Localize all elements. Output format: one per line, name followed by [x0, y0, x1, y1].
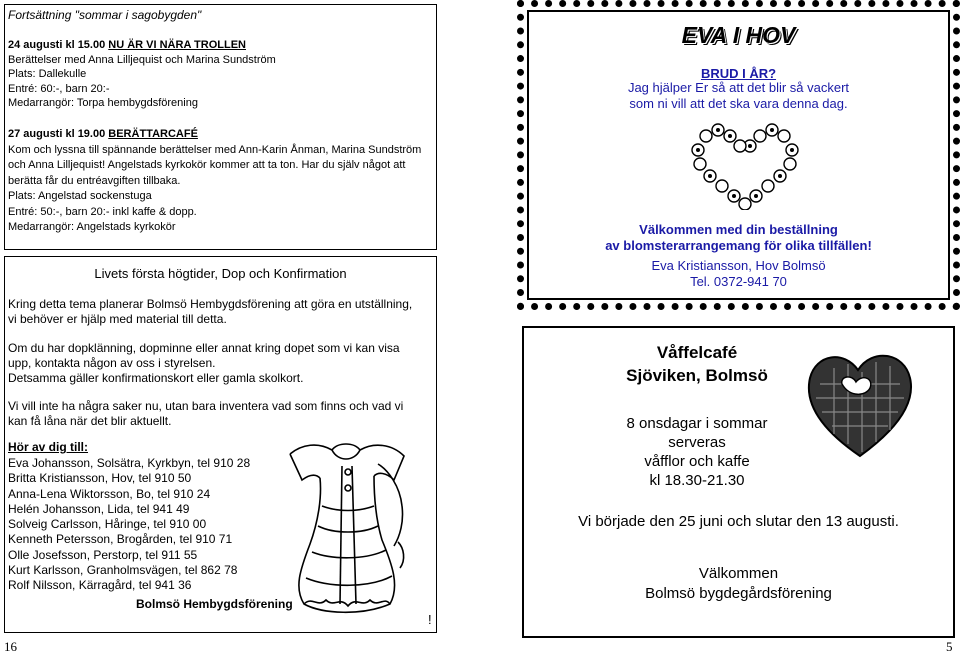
contact-item: Anna-Lena Wiktorsson, Bo, tel 910 24	[8, 486, 211, 501]
event1-date: 24 augusti kl 15.00	[8, 39, 106, 51]
event2-line: och Anna Lilljequist! Angelstads kyrkokör kommer att ta ton. Har du själv något att	[8, 159, 406, 171]
vaffel-welcome2: Bolmsö bygdegårdsförening	[645, 585, 832, 602]
contact-item: Rolf Nilsson, Kärragård, tel 941 36	[8, 578, 192, 593]
hov-lines	[517, 80, 960, 112]
contact-item: Helén Johansson, Lida, tel 941 49	[8, 501, 190, 516]
hov-welcome-line: av blomsterarrangemang för olika tillfällen!	[605, 238, 872, 253]
continuation-text: Fortsättning "sommar i sagobygden"	[8, 8, 202, 22]
event1-line: Berättelser med Anna Lilljequist och Marina Sundström	[8, 53, 276, 66]
event2-line: Medarrangör: Angelstads kyrkokör	[8, 221, 176, 233]
hov-name: Eva Kristiansson, Hov Bolmsö	[651, 258, 826, 273]
vaffel-period: Vi började den 25 juni och slutar den 13 augusti.	[578, 513, 899, 530]
hov-title: EVA I HOV	[681, 22, 796, 48]
page-number-left: 16	[4, 639, 17, 654]
event2-title: BERÄTTARCAFÉ	[108, 128, 198, 140]
contact-item: Solveig Carlsson, Håringe, tel 910 00	[8, 517, 207, 532]
event2	[8, 127, 421, 236]
exclamation: !	[428, 612, 432, 627]
livet-p2-line: Om du har dopklänning, dopminne eller annat kring dopet som vi kan visa	[8, 341, 400, 355]
event2-line: Entré: 50:-, barn 20:- inkl kaffe & dopp.	[8, 205, 197, 218]
event1-line: Plats: Dallekulle	[8, 68, 87, 80]
livet-p1-line: vi behöver er hjälp med material till detta.	[8, 312, 227, 326]
event1-line: Entré: 60:-, barn 20:-	[8, 82, 110, 95]
contact-list	[8, 456, 250, 594]
event2-line: berätta får du entréavgiften tillbaka.	[8, 174, 181, 187]
vaffel-body-line: kl 18.30-21.30	[649, 472, 745, 489]
event1	[8, 38, 276, 111]
flower-heart-icon	[690, 118, 800, 210]
hov-line: som ni vill att det ska vara denna dag.	[629, 96, 848, 111]
event1-title: NU ÄR VI NÄRA TROLLEN	[108, 39, 246, 51]
event2-line: Plats: Angelstad sockenstuga	[8, 190, 152, 202]
contact-item: Britta Kristiansson, Hov, tel 910 50	[8, 471, 192, 486]
hov-line: Jag hjälper Er så att det blir så vackert	[627, 80, 850, 95]
vaffel-welcome1: Välkommen	[698, 565, 779, 582]
livet-p3-line: Vi vill inte ha några saker nu, utan bara inventera vad som finns och vad vi	[8, 399, 404, 413]
vaffel-title2: Sjöviken, Bolmsö	[626, 366, 768, 385]
hov-subtitle: BRUD I ÅR?	[700, 66, 777, 81]
livet-p1	[8, 297, 412, 327]
event1-line: Medarrangör: Torpa hembygdsförening	[8, 97, 198, 109]
contact-heading: Hör av dig till:	[8, 440, 89, 454]
signature: Bolmsö Hembygdsförening	[136, 597, 293, 611]
vaffel-body-line: 8 onsdagar i sommar	[626, 415, 768, 432]
contact-item: Olle Josefsson, Perstorp, tel 911 55	[8, 547, 198, 562]
hov-welcome	[517, 222, 960, 254]
livet-p2-line: Detsamma gäller konfirmationskort eller gamla skolkort.	[8, 371, 304, 385]
livet-p3	[8, 399, 403, 429]
page-number-right: 5	[946, 639, 953, 654]
vaffel-body-line: serveras	[668, 434, 726, 451]
contact-item: Eva Johansson, Solsätra, Kyrkbyn, tel 910 28	[8, 456, 251, 470]
contact-item: Kenneth Petersson, Brogården, tel 910 71	[8, 532, 233, 547]
livet-p2	[8, 341, 400, 386]
livet-p2-line: upp, kontakta någon av oss i styrelsen.	[8, 356, 216, 370]
livet-p3-line: kan få låna när det blir aktuellt.	[8, 414, 172, 428]
livet-p1-line: Kring detta tema planerar Bolmsö Hembygdsförening att göra en utställning,	[8, 297, 413, 311]
event2-line: Kom och lyssna till spännande berättelser med Ann-Karin Ånman, Marina Sundström	[8, 143, 422, 156]
vaffel-title1: Våffelcafé	[656, 343, 738, 362]
event2-date: 27 augusti kl 19.00	[8, 128, 106, 140]
contact-item: Kurt Karlsson, Granholmsvägen, tel 862 78	[8, 563, 238, 578]
hov-welcome-line: Välkommen med din beställning	[639, 222, 838, 237]
christening-gown-icon	[282, 436, 412, 620]
vaffel-body-line: våfflor och kaffe	[644, 453, 750, 470]
vaffel-body	[522, 414, 872, 490]
livet-heading: Livets första högtider, Dop och Konfirmation	[94, 266, 347, 281]
hov-phone: Tel. 0372-941 70	[690, 274, 787, 289]
